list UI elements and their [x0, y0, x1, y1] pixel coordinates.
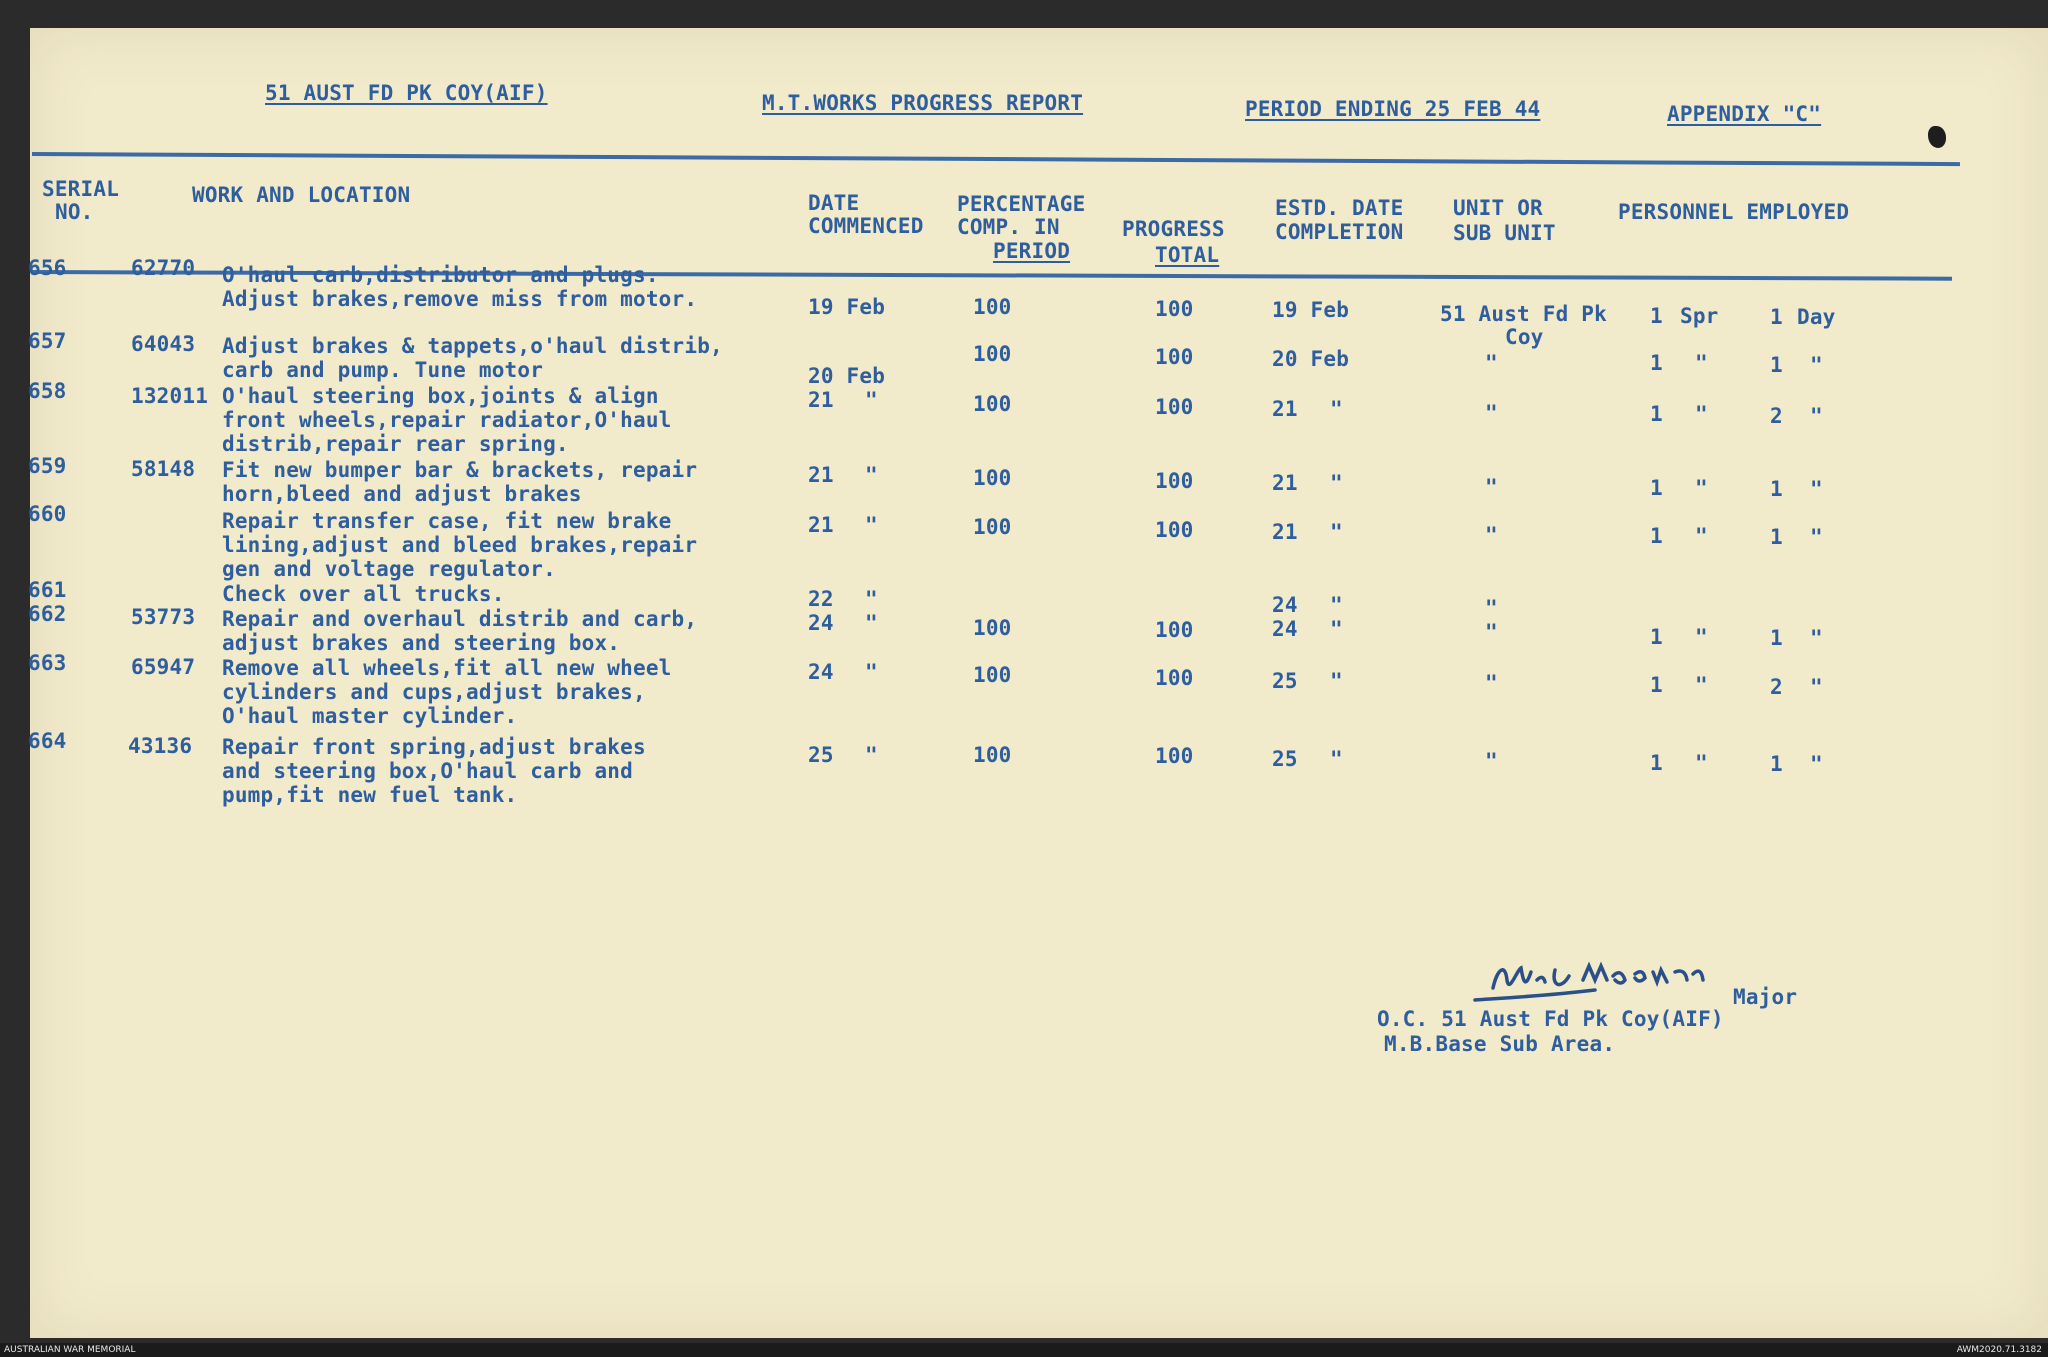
row-men: 1 [1650, 304, 1663, 328]
unit-heading: 51 AUST FD PK COY(AIF) [265, 81, 548, 105]
row-work: Fit new bumper bar & brackets, repair [222, 458, 698, 482]
row-estd: 21 [1272, 520, 1298, 544]
row-date-ditto: " [865, 587, 878, 611]
row-men: 1 [1650, 751, 1663, 775]
row-date-ditto: " [865, 611, 878, 635]
row-day-unit: " [1810, 404, 1823, 428]
row-day-unit: " [1810, 525, 1823, 549]
col-progress-total: TOTAL [1155, 243, 1220, 267]
row-estd-ditto: " [1330, 669, 1343, 693]
row-estd: 25 [1272, 669, 1298, 693]
row-progress: 100 [1155, 518, 1194, 542]
row-estd-ditto: " [1330, 520, 1343, 544]
appendix-label: APPENDIX "C" [1667, 102, 1822, 126]
row-men: 1 [1650, 625, 1663, 649]
row-work: gen and voltage regulator. [222, 557, 556, 581]
report-title: M.T.WORKS PROGRESS REPORT [762, 91, 1084, 115]
row-progress: 100 [1155, 395, 1194, 419]
signatory-rank: Major [1733, 985, 1798, 1009]
row-work: O'haul carb,distributor and plugs. [222, 263, 659, 287]
row-unit: " [1485, 596, 1498, 620]
row-estd-ditto: " [1330, 397, 1343, 421]
col-progress: PROGRESS [1122, 217, 1225, 241]
row-estd: 21 [1272, 471, 1298, 495]
row-date: 21 [808, 463, 834, 487]
row-pct: 100 [973, 743, 1012, 767]
row-unit: 51 Aust Fd Pk [1440, 302, 1607, 326]
row-pct: 100 [973, 515, 1012, 539]
row-work: distrib,repair rear spring. [222, 432, 569, 456]
col-percentage: PERCENTAGE [957, 192, 1086, 216]
row-unit: " [1485, 475, 1498, 499]
row-pct: 100 [973, 392, 1012, 416]
row-work: lining,adjust and bleed brakes,repair [222, 533, 698, 557]
row-work: Adjust brakes,remove miss from motor. [222, 287, 698, 311]
row-vehicle: 65947 [131, 655, 196, 679]
row-vehicle: 62770 [131, 256, 196, 280]
row-date-ditto: " [865, 513, 878, 537]
archive-reference: AWM2020.71.3182 [1956, 1345, 2042, 1355]
row-date-ditto: " [865, 743, 878, 767]
signatory-area: M.B.Base Sub Area. [1384, 1032, 1616, 1056]
row-work: O'haul steering box,joints & align [222, 384, 659, 408]
col-estd: ESTD. DATE [1275, 196, 1404, 220]
period-ending: PERIOD ENDING 25 FEB 44 [1245, 97, 1541, 121]
col-percentage-comp: COMP. IN [957, 215, 1060, 239]
row-work: pump,fit new fuel tank. [222, 783, 518, 807]
row-day-unit: " [1810, 675, 1823, 699]
row-estd: 24 [1272, 617, 1298, 641]
col-unit: UNIT OR [1453, 196, 1543, 220]
row-serial: 660 [28, 502, 67, 526]
row-trade: Spr [1680, 304, 1719, 328]
row-days: 1 [1770, 353, 1783, 377]
row-trade: " [1695, 476, 1708, 500]
row-estd: 19 Feb [1272, 298, 1350, 322]
row-progress: 100 [1155, 666, 1194, 690]
row-date: 24 [808, 611, 834, 635]
row-trade: " [1695, 524, 1708, 548]
row-work: horn,bleed and adjust brakes [222, 482, 582, 506]
row-days: 2 [1770, 404, 1783, 428]
row-serial: 661 [28, 578, 67, 602]
col-serial-no: NO. [55, 200, 94, 224]
row-days: 1 [1770, 752, 1783, 776]
row-vehicle: 64043 [131, 332, 196, 356]
row-men: 1 [1650, 673, 1663, 697]
row-vehicle: 132011 [131, 384, 209, 408]
row-progress: 100 [1155, 297, 1194, 321]
row-estd: 24 [1272, 593, 1298, 617]
row-serial: 663 [28, 651, 67, 675]
row-men: 1 [1650, 351, 1663, 375]
row-vehicle: 58148 [131, 457, 196, 481]
col-serial: SERIAL [42, 177, 120, 201]
row-progress: 100 [1155, 618, 1194, 642]
row-men: 1 [1650, 402, 1663, 426]
row-pct: 100 [973, 295, 1012, 319]
row-estd-ditto: " [1330, 747, 1343, 771]
row-men: 1 [1650, 476, 1663, 500]
archive-footer [0, 1343, 2048, 1357]
row-days: 1 [1770, 477, 1783, 501]
row-day-unit: Day [1797, 305, 1836, 329]
row-work: O'haul master cylinder. [222, 704, 518, 728]
col-estd-completion: COMPLETION [1275, 220, 1404, 244]
row-unit: Coy [1505, 325, 1544, 349]
row-trade: " [1695, 625, 1708, 649]
row-serial: 659 [28, 454, 67, 478]
row-day-unit: " [1810, 477, 1823, 501]
row-days: 2 [1770, 675, 1783, 699]
row-unit: " [1485, 671, 1498, 695]
row-date: 22 [808, 587, 834, 611]
row-work: cylinders and cups,adjust brakes, [222, 680, 646, 704]
col-unit-sub: SUB UNIT [1453, 221, 1556, 245]
row-unit: " [1485, 523, 1498, 547]
row-work: Repair and overhaul distrib and carb, [222, 607, 698, 631]
row-date: 21 [808, 513, 834, 537]
row-date: 21 [808, 388, 834, 412]
signatory-title: O.C. 51 Aust Fd Pk Coy(AIF) [1377, 1007, 1724, 1031]
row-work: and steering box,O'haul carb and [222, 759, 633, 783]
row-date-ditto: " [865, 388, 878, 412]
row-estd-ditto: " [1330, 471, 1343, 495]
archive-name: AUSTRALIAN WAR MEMORIAL [4, 1345, 136, 1355]
col-work: WORK AND LOCATION [192, 183, 411, 207]
row-work: carb and pump. Tune motor [222, 358, 544, 382]
row-date: 20 Feb [808, 364, 886, 388]
row-unit: " [1485, 749, 1498, 773]
row-date: 19 Feb [808, 295, 886, 319]
row-unit: " [1485, 620, 1498, 644]
row-vehicle: 43136 [128, 734, 193, 758]
row-trade: " [1695, 351, 1708, 375]
row-date: 25 [808, 743, 834, 767]
row-pct: 100 [973, 466, 1012, 490]
col-percentage-period: PERIOD [993, 239, 1071, 263]
punch-hole [1928, 126, 1946, 148]
row-date: 24 [808, 660, 834, 684]
col-date: DATE [808, 191, 860, 215]
row-progress: 100 [1155, 744, 1194, 768]
row-date-ditto: " [865, 660, 878, 684]
row-days: 1 [1770, 626, 1783, 650]
row-day-unit: " [1810, 626, 1823, 650]
row-days: 1 [1770, 525, 1783, 549]
row-serial: 657 [28, 329, 67, 353]
row-vehicle: 53773 [131, 605, 196, 629]
row-serial: 664 [28, 729, 67, 753]
row-pct: 100 [973, 663, 1012, 687]
row-work: Remove all wheels,fit all new wheel [222, 656, 672, 680]
row-serial: 658 [28, 379, 67, 403]
row-work: Repair front spring,adjust brakes [222, 735, 646, 759]
row-estd: 21 [1272, 397, 1298, 421]
row-date-ditto: " [865, 463, 878, 487]
row-day-unit: " [1810, 353, 1823, 377]
row-serial: 656 [28, 256, 67, 280]
row-estd-ditto: " [1330, 593, 1343, 617]
row-day-unit: " [1810, 752, 1823, 776]
row-work: Adjust brakes & tappets,o'haul distrib, [222, 334, 723, 358]
row-unit: " [1485, 401, 1498, 425]
row-trade: " [1695, 402, 1708, 426]
row-trade: " [1695, 751, 1708, 775]
row-work: front wheels,repair radiator,O'haul [222, 408, 672, 432]
row-work: adjust brakes and steering box. [222, 631, 621, 655]
row-estd: 20 Feb [1272, 347, 1350, 371]
col-date-commenced: COMMENCED [808, 214, 924, 238]
row-progress: 100 [1155, 469, 1194, 493]
row-estd: 25 [1272, 747, 1298, 771]
row-estd-ditto: " [1330, 617, 1343, 641]
row-serial: 662 [28, 602, 67, 626]
row-men: 1 [1650, 524, 1663, 548]
row-progress: 100 [1155, 345, 1194, 369]
row-trade: " [1695, 673, 1708, 697]
row-work: Repair transfer case, fit new brake [222, 509, 672, 533]
row-work: Check over all trucks. [222, 582, 505, 606]
row-unit: " [1485, 351, 1498, 375]
row-days: 1 [1770, 305, 1783, 329]
row-pct: 100 [973, 342, 1012, 366]
col-personnel: PERSONNEL EMPLOYED [1618, 200, 1850, 224]
row-pct: 100 [973, 616, 1012, 640]
